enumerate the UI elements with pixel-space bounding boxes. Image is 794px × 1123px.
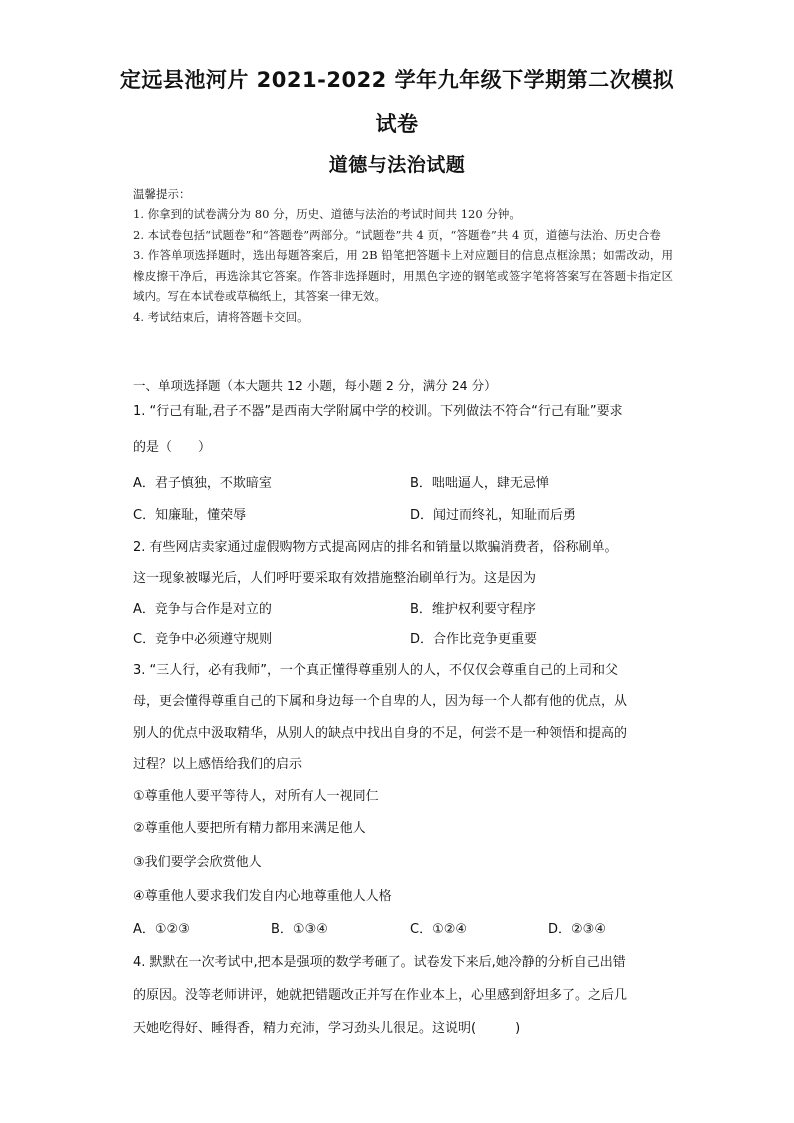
- q3-statement-3: ③我们要学会欣赏他人: [133, 855, 262, 870]
- q1-option-d: D．闻过而终礼，知耻而后勇: [410, 508, 577, 523]
- q3-option-b: B．①③④: [271, 922, 328, 937]
- q2-option-d: D．合作比竞争更重要: [410, 632, 538, 647]
- notice-list: [133, 204, 673, 328]
- q3-statement-4: ④尊重他人要求我们发自内心地尊重他人人格: [133, 889, 392, 904]
- q1-option-c: C．知廉耻，懂荣辱: [133, 508, 247, 523]
- q1-option-a: A．君子慎独，不欺暗室: [133, 476, 272, 491]
- q1-option-b: B．咄咄逼人，肆无忌惮: [410, 476, 549, 491]
- notice-heading: 温馨提示：: [133, 187, 191, 201]
- q3-stem-line1: 3. “三人行，必有我师”，一个真正懂得尊重别人的人，不仅仅会尊重自己的上司和父: [133, 663, 619, 678]
- q3-statement-2: ②尊重他人要把所有精力都用来满足他人: [133, 821, 366, 836]
- q3-option-c: C．①②④: [410, 922, 468, 937]
- q1-stem-line2: 的是（ ）: [133, 440, 212, 455]
- q2-stem-line1: 2. 有些网店卖家通过虚假购物方式提高网店的排名和销量以欺骗消费者，俗称刷单。: [133, 540, 618, 555]
- q2-option-b: B．维护权利要守程序: [410, 602, 536, 617]
- q3-option-a: A．①②③: [133, 922, 190, 937]
- q3-stem-line4: 过程？以上感悟给我们的启示: [133, 757, 303, 772]
- q1-stem-line1: 1. “行己有耻,君子不器”是西南大学附属中学的校训。下列做法不符合“行己有耻”要求: [133, 404, 623, 419]
- exam-title-line2: 试卷: [375, 112, 419, 136]
- q3-option-d: D．②③④: [548, 922, 606, 937]
- q3-stem-line3: 别人的优点中汲取精华，从别人的缺点中找出自身的不足，何尝不是一种领悟和提高的: [133, 726, 628, 741]
- notice-item-4: 4. 考试结束后，请将答题卡交回。: [133, 309, 309, 324]
- q2-option-a: A．竞争与合作是对立的: [133, 602, 272, 617]
- exam-subject-title: 道德与法治试题: [328, 154, 466, 176]
- q3-statement-1: ①尊重他人要平等待人，对所有人一视同仁: [133, 789, 379, 804]
- notice-item-2: 2. 本试卷包括“试题卷”和“答题卷”两部分。“试题卷”共 4 页，“答题卷”共 4 页，道德与法治、历史合卷: [133, 227, 661, 242]
- notice-item-1: 1. 你拿到的试卷满分为 80 分，历史、道德与法治的考试时间共 120 分钟。: [133, 207, 521, 221]
- q4-stem-line3: 天她吃得好、睡得香，精力充沛，学习劲头儿很足。这说明( ): [133, 1021, 521, 1036]
- q4-stem-line2: 的原因。没等老师讲评，她就把错题改正并写在作业本上，心里感到舒坦多了。之后几: [133, 988, 628, 1003]
- q2-stem-line2: 这一现象被曝光后，人们呼吁要采取有效措施整治刷单行为。这是因为: [133, 571, 537, 586]
- exam-title-line1: 定远县池河片 2021-2022 学年九年级下学期第二次模拟: [119, 68, 675, 92]
- q4-stem-line1: 4. 默默在一次考试中,把本是强项的数学考砸了。试卷发下来后,她冷静的分析自己出错: [133, 955, 626, 970]
- q2-option-c: C．竞争中必须遵守规则: [133, 632, 273, 647]
- notice-item-3: 3. 作答单项选择题时，选出每题答案后，用 2B 铅笔把答题卡上对应题目的信息点框涂黑；如需改动，用橡皮擦干净后，再选涂其它答案。作答非选择题时，用黑色字迹的钢笔或签字笔将答案写在答题卡指定区域内。写在本试卷或草稿纸上，其答案一律无效。: [133, 248, 673, 304]
- section-heading: 一、单项选择题（本大题共 12 小题，每小题 2 分，满分 24 分）: [133, 378, 497, 393]
- q3-stem-line2: 母，更会懂得尊重自己的下属和身边每一个自卑的人，因为每一个人都有他的优点，从: [133, 694, 628, 709]
